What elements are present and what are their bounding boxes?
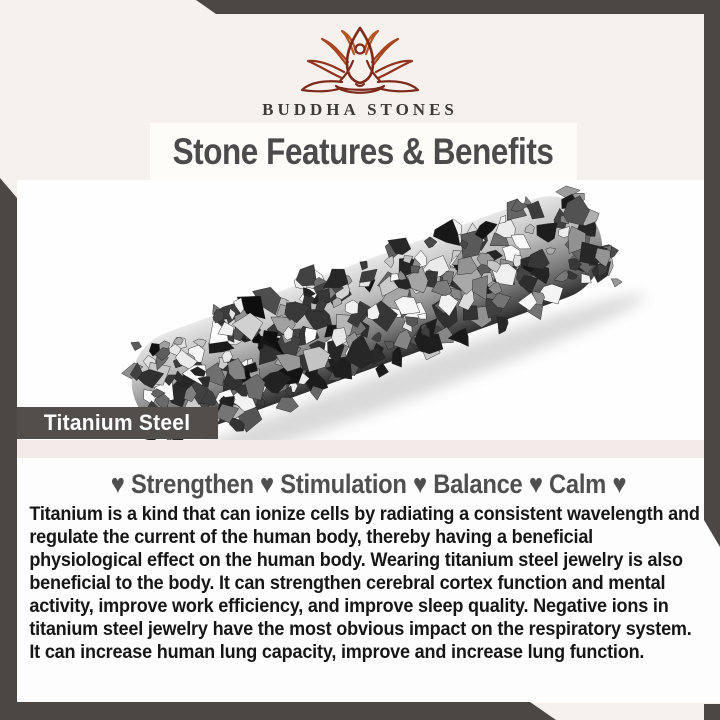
benefits-body-text: Titanium is a kind that can ionize cells by radiating a consistent wavelength and regulate the current of the human body, thereby having a beneficial physiological effect on the human body. Wearing titanium steel jewelry is also beneficial to the body. It can strengthen cerebral cortex function and mental activity, improve work efficiency, and improve sleep quality. Negative ions in titanium steel jewelry have the most obvious impact on the respiratory system. It can increase human lung capacity, improve and increase lung function.	[29, 504, 700, 663]
benefits-heading: ♥ Strengthen ♥ Stimulation ♥ Balance ♥ Calm ♥	[110, 469, 627, 499]
section-title-band	[150, 123, 577, 180]
product-label-badge	[17, 407, 218, 439]
divider-band	[17, 440, 720, 458]
titanium-steel-rod-image	[17, 180, 720, 440]
top-corner-bar	[0, 0, 720, 14]
brand-name: BUDDHA STONES	[262, 100, 458, 119]
left-edge-bar	[0, 178, 17, 720]
benefits-panel	[17, 458, 720, 703]
product-image-panel	[17, 180, 720, 440]
bottom-corner-bar	[0, 702, 556, 720]
right-ribbon-bar	[704, 0, 720, 547]
bottom-right-corner-square	[704, 704, 720, 720]
lotus-meditation-logo-icon	[290, 22, 430, 100]
product-label-text: Titanium Steel	[44, 410, 191, 435]
section-title: Stone Features & Benefits	[173, 130, 554, 172]
